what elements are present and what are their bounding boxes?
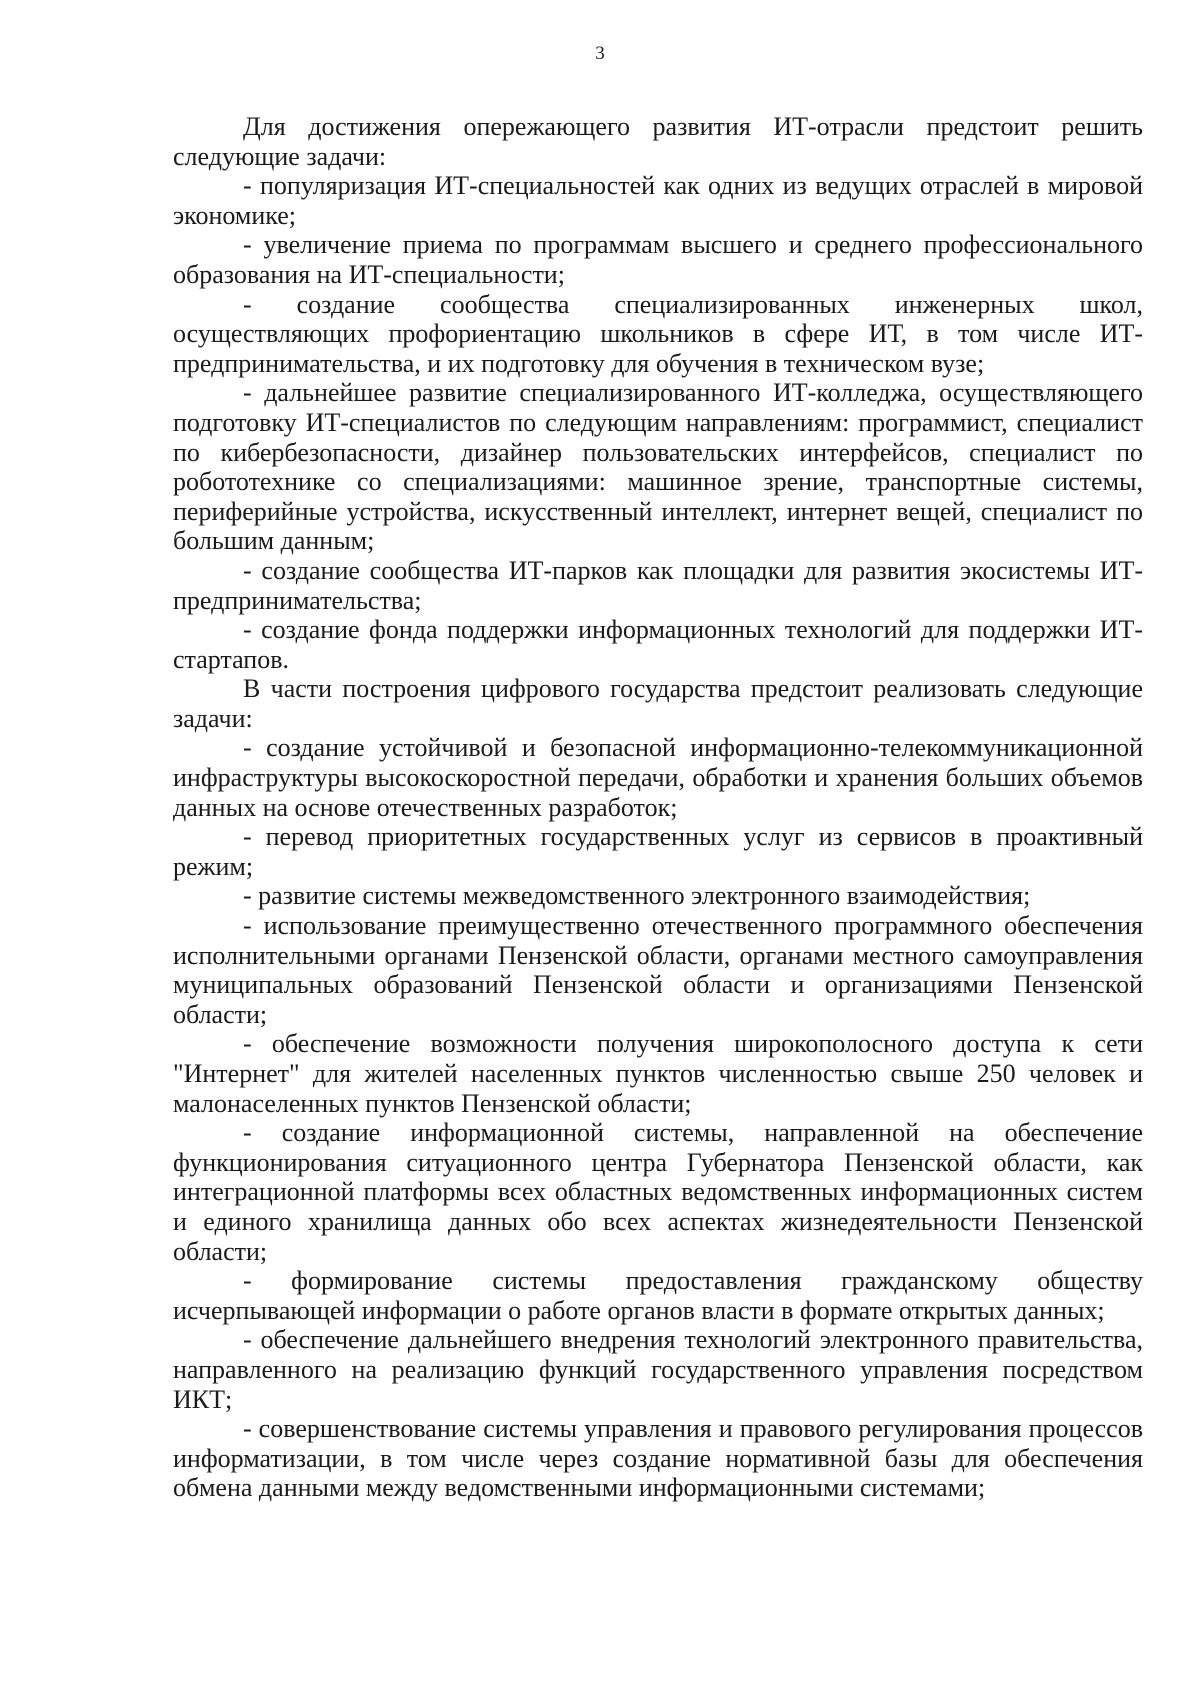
- list-item: - совершенствование системы управления и правового регулирования процессов информатизации, в том числе через создание нормативной базы для обеспечения обмена данными между ведомственными информационными системами;: [173, 1414, 1143, 1503]
- list-item: - перевод приоритетных государственных услуг из сервисов в проактивный режим;: [173, 822, 1143, 881]
- list-item: - создание фонда поддержки информационных технологий для поддержки ИТ-стартапов.: [173, 615, 1143, 674]
- paragraph-it-intro: Для достижения опережающего развития ИТ-отрасли предстоит решить следующие задачи:: [173, 112, 1143, 171]
- list-item: - создание сообщества специализированных инженерных школ, осуществляющих профориентацию школьников в сфере ИТ, в том числе ИТ-предпринимательства, и их подготовку для обучения в техническом вузе;: [173, 289, 1143, 378]
- list-item: - развитие системы межведомственного электронного взаимодействия;: [243, 881, 1031, 911]
- list-item: - популяризация ИТ-специальностей как одних из ведущих отраслей в мировой экономике;: [173, 171, 1143, 230]
- list-item: - использование преимущественно отечественного программного обеспечения исполнительными органами Пензенской области, органами местного самоуправления муниципальных образований Пензенской области и организациями Пензенской области;: [173, 911, 1143, 1029]
- document-body: [173, 112, 1143, 1503]
- list-item: - формирование системы предоставления гражданскому обществу исчерпывающей информации о работе органов власти в формате открытых данных;: [173, 1266, 1143, 1325]
- list-item: - создание устойчивой и безопасной информационно-телекоммуникационной инфраструктуры высокоскоростной передачи, обработки и хранения больших объемов данных на основе отечественных разработок;: [173, 733, 1143, 822]
- list-item: - создание сообщества ИТ-парков как площадки для развития экосистемы ИТ-предпринимательства;: [173, 555, 1143, 615]
- paragraph-digital-state-intro: В части построения цифрового государства предстоит реализовать следующие задачи:: [173, 674, 1143, 733]
- list-item: - обеспечение возможности получения широкополосного доступа к сети "Интернет" для жителей населенных пунктов численностью свыше 250 человек и малонаселенных пунктов Пензенской области;: [173, 1029, 1143, 1118]
- list-item: - создание информационной системы, направленной на обеспечение функционирования ситуационного центра Губернатора Пензенской области, как интеграционной платформы всех областных ведомственных информационных систем и единого хранилища данных обо всех аспектах жизнедеятельности Пензенской области;: [173, 1118, 1143, 1266]
- list-item: - обеспечение дальнейшего внедрения технологий электронного правительства, направленного на реализацию функций государственного управления посредством ИКТ;: [173, 1325, 1143, 1414]
- list-item: - дальнейшее развитие специализированного ИТ-колледжа, осуществляющего подготовку ИТ-специалистов по следующим направлениям: программист, специалист по кибербезопасности, дизайнер пользовательских интерфейсов, специалист по робототехнике со специализациями: машинное зрение, транспортные системы, периферийные устройства, искусственный интеллект, интернет вещей, специалист по большим данным;: [173, 378, 1143, 556]
- list-item: - увеличение приема по программам высшего и среднего профессионального образования на ИТ-специальности;: [173, 230, 1143, 289]
- page-number: 3: [595, 43, 605, 64]
